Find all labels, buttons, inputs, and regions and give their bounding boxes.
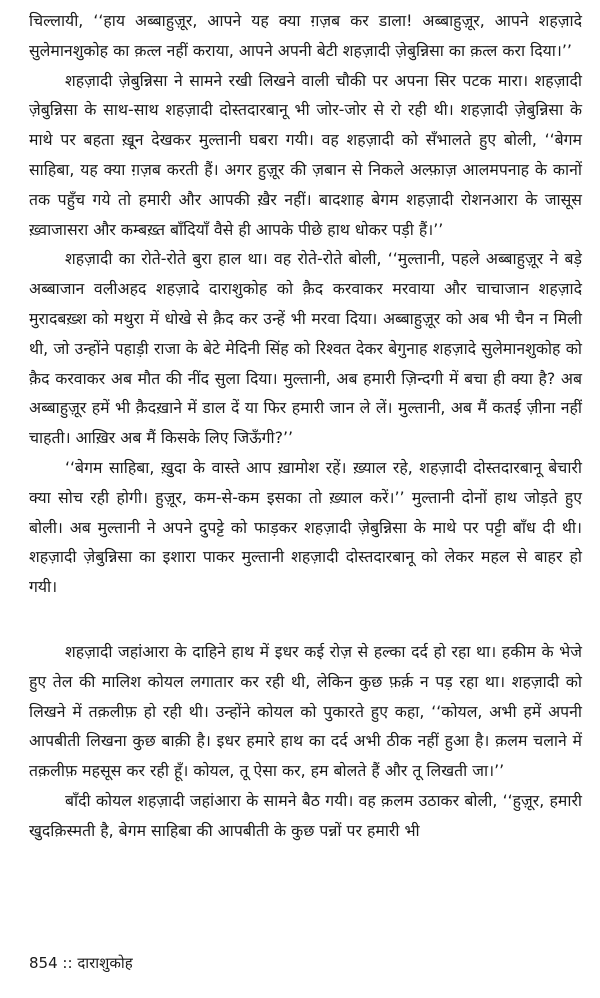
paragraph: शहज़ादी का रोते-रोते बुरा हाल था। वह रोते-रोते बोली, ‘‘मुल्तानी, पहले अब्बाहुज़ूर ने बड़े अब्बाजान वलीअहद शहज़ादे दाराशुकोह को क़ैद करवाकर मरवाया और चाचाजान शहज़ादे मुरादबख़्श को मथुरा में धोखे से क़ैद कर उन्हें भी मरवा दिया। अब्बाहुज़ूर को अब भी चैन न मिली थी, जो उन्होंने पहाड़ी राजा के बेटे मेदिनी सिंह को रिश्वत देकर बेगुनाह शहज़ादे सुलेमानशुकोह को क़ैद करवाकर अब मौत की नींद सुला दिया। मुल्तानी, अब हमारी ज़िन्दगी में बचा ही क्या है? अब अब्बाहुज़ूर हमें भी क़ैदख़ाने में डाल दें या फिर हमारी जान ले लें। मुल्तानी, अब मैं कतई ज़ीना नहीं चाहती। आख़िर अब मैं किसके लिए जिऊँगी?’’ (29, 249, 582, 448)
page-footer (29, 952, 133, 974)
paragraph-continues: बाँदी कोयल शहज़ादी जहांआरा के सामने बैठ गयी। वह क़लम उठाकर बोली, ‘‘हुज़ूर, हमारी खुदक़िस्मती है, बेगम साहिबा की आपबीती के कुछ पन्नों पर हमारी भी (29, 790, 582, 840)
footer-separator: :: (62, 954, 73, 972)
paragraph-continued: चिल्लायी, ‘‘हाय अब्बाहुज़ूर, आपने यह क्या ग़ज़ब कर डाला! अब्बाहुज़ूर, आपने शहज़ादे सुलेमानशुकोह का क़त्ल नहीं कराया, आपने अपनी बेटी शहज़ादी ज़ेबुन्निसा का क़त्ल करा दिया।’’ (29, 11, 582, 60)
paragraph: ‘‘बेगम साहिबा, ख़ुदा के वास्ते आप ख़ामोश रहें। ख़्याल रहे, शहज़ादी दोस्तदारबानू बेचारी क्या सोच रही होगी। हुज़ूर, कम-से-कम इसका तो ख़्याल करें।’’ मुल्तानी दोनों हाथ जोड़ते हुए बोली। अब मुल्तानी ने अपने दुपट्टे को फाड़कर शहज़ादी ज़ेबुन्निसा के माथे पर पट्टी बाँध दी थी। शहज़ादी ज़ेबुन्निसा का इशारा पाकर मुल्तानी शहज़ादी दोस्तदारबानू को लेकर महल से बाहर हो गयी। (29, 457, 582, 597)
section-break (29, 602, 582, 637)
page-number: 854 (29, 954, 58, 972)
paragraph: शहज़ादी जहांआरा के दाहिने हाथ में इधर कई रोज़ से हल्का दर्द हो रहा था। हकीम के भेजे हुए तेल की मालिश कोयल लगातार कर रही थी, लेकिन कुछ फ़र्क़ न पड़ रहा था। शहज़ादी को लिखने में तक़लीफ़ हो रही थी। उन्होंने कोयल को पुकारते हुए कहा, ‘‘कोयल, अभी हमें अपनी आपबीती लिखना कुछ बाक़ी है। इधर हमारे हाथ का दर्द अभी ठीक नहीं हुआ है। क़लम चलाने में तक़लीफ़ महसूस कर रही हूँ। कोयल, तू ऐसा कर, हम बोलते हैं और तू लिखती जा।’’ (29, 641, 582, 781)
paragraph: शहज़ादी ज़ेबुन्निसा ने सामने रखी लिखने वाली चौकी पर अपना सिर पटक मारा। शहज़ादी ज़ेबुन्निसा के साथ-साथ शहज़ादी दोस्तदारबानू भी जोर-जोर से रो रही थी। शहज़ादी ज़ेबुन्निसा के माथे पर बहता ख़ून देखकर मुल्तानी घबरा गयी। वह शहज़ादी को सँभालते हुए बोली, ‘‘बेगम साहिबा, यह क्या ग़ज़ब करती हैं। अगर हुज़ूर की ज़बान से निकले अल्फ़ाज़ आलमपनाह के कानों तक पहुँच गये तो हमारी और आपकी ख़ैर नहीं। बादशाह बेगम शहज़ादी रोशनआरा के जासूस ख़्वाजासरा और कम्बख़्त बाँदियाँ वैसे ही आपके पीछे हाथ धोकर पड़ी हैं।’’ (29, 70, 582, 239)
running-title: दाराशुकोह (77, 954, 133, 972)
